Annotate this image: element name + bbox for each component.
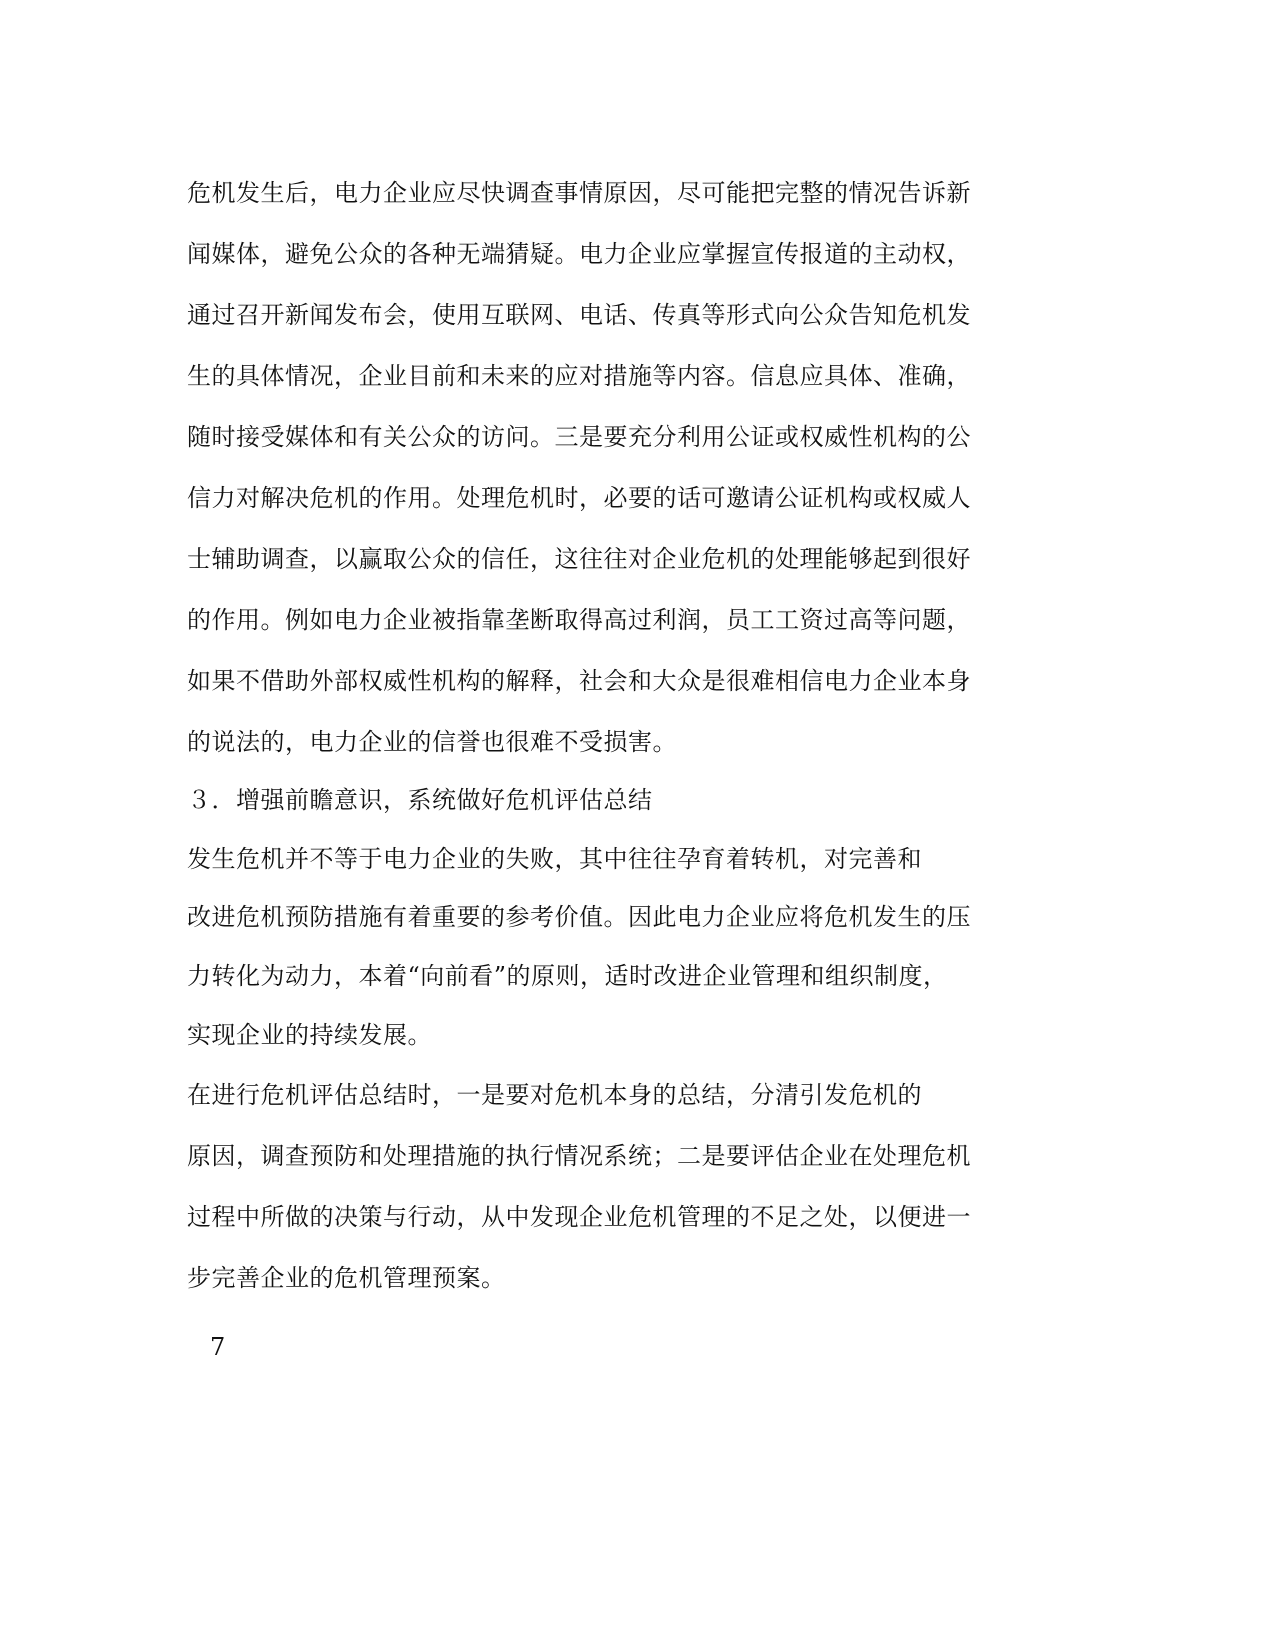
- text-line: 通过召开新闻发布会，使用互联网、电话、传真等形式向公众告知危机发: [187, 301, 971, 329]
- text-line: 步完善企业的危机管理预案。: [187, 1264, 506, 1292]
- text-line: 的作用。例如电力企业被指靠垄断取得高过利润，员工工资过高等问题，: [187, 606, 971, 634]
- text-line: 随时接受媒体和有关公众的访问。三是要充分利用公证或权威性机构的公: [187, 423, 971, 451]
- section-heading: ３．增强前瞻意识，系统做好危机评估总结: [187, 786, 653, 814]
- text-line: 生的具体情况，企业目前和未来的应对措施等内容。信息应具体、准确，: [187, 362, 971, 390]
- text-line: 力转化为动力，本着“向前看”的原则，适时改进企业管理和组织制度，: [187, 962, 948, 990]
- text-line: 过程中所做的决策与行动，从中发现企业危机管理的不足之处，以便进一: [187, 1203, 971, 1231]
- text-line: 如果不借助外部权威性机构的解释，社会和大众是很难相信电力企业本身: [187, 667, 971, 695]
- text-line: 危机发生后，电力企业应尽快调查事情原因，尽可能把完整的情况告诉新: [187, 179, 971, 207]
- text-line: 闻媒体，避免公众的各种无端猜疑。电力企业应掌握宣传报道的主动权，: [187, 240, 971, 268]
- text-line: 信力对解决危机的作用。处理危机时，必要的话可邀请公证机构或权威人: [187, 484, 971, 512]
- text-line: 在进行危机评估总结时，一是要对危机本身的总结，分清引发危机的: [187, 1081, 922, 1109]
- text-line: 士辅助调查，以赢取公众的信任，这往往对企业危机的处理能够起到很好: [187, 545, 971, 573]
- text-line: 改进危机预防措施有着重要的参考价值。因此电力企业应将危机发生的压: [187, 903, 971, 931]
- text-line: 实现企业的持续发展。: [187, 1021, 432, 1049]
- text-line: 原因，调查预防和处理措施的执行情况系统；二是要评估企业在处理危机: [187, 1142, 971, 1170]
- page-number: 7: [210, 1333, 226, 1361]
- text-line: 发生危机并不等于电力企业的失败，其中往往孕育着转机，对完善和: [187, 845, 922, 873]
- text-line: 的说法的，电力企业的信誉也很难不受损害。: [187, 728, 677, 756]
